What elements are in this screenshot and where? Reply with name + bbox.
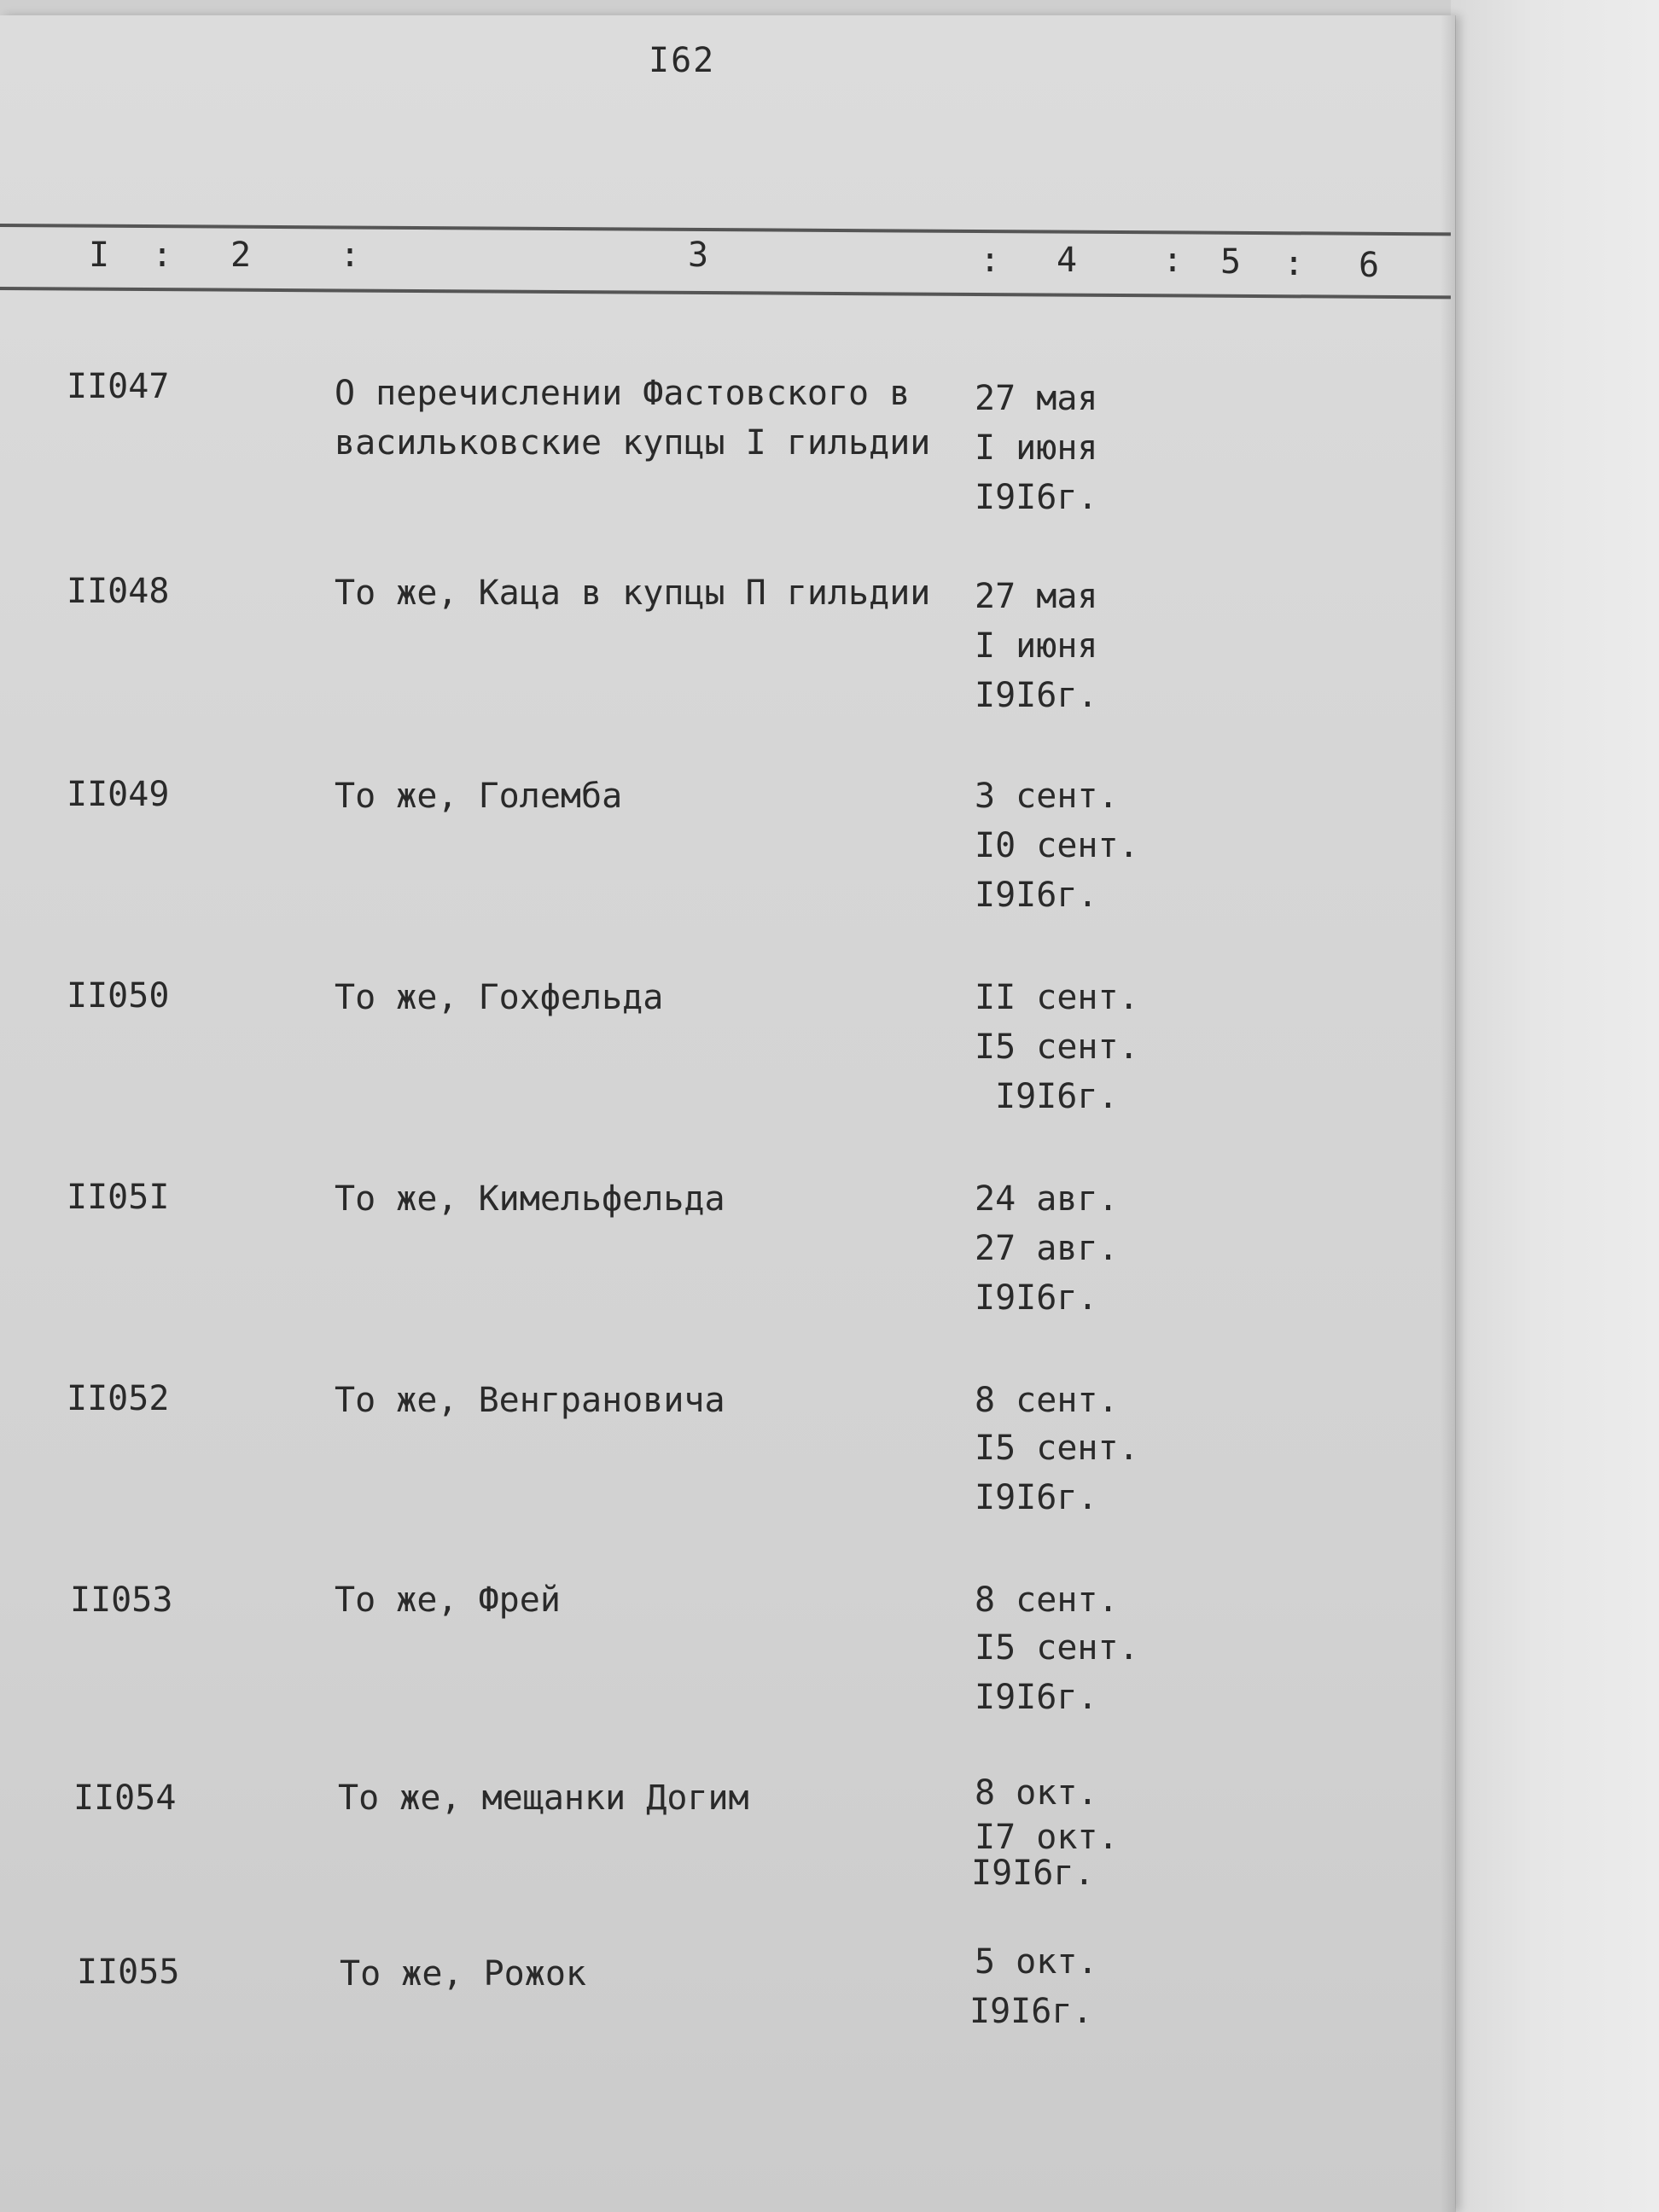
record-date-line: I5 сент.	[975, 1429, 1139, 1468]
record-title-line: То же, Гохфельда	[335, 978, 664, 1017]
record-date-line: I9I6г.	[975, 1278, 1098, 1318]
record-date-line: I5 сент.	[975, 1628, 1139, 1668]
record-date-line: I9I6г.	[995, 1077, 1119, 1116]
record-number: II05I	[67, 1178, 170, 1217]
record-title-line: О перечислении Фастовского в	[335, 374, 911, 413]
record-number: II048	[67, 572, 170, 611]
record-date-line: I9I6г.	[975, 876, 1098, 915]
record-date-line: 8 сент.	[975, 1580, 1119, 1620]
record-number: II054	[73, 1778, 177, 1818]
record-number: II049	[67, 775, 170, 814]
column-header-6: 6	[1359, 246, 1380, 285]
record-date-line: I июня	[975, 428, 1098, 468]
column-header-5: 5	[1220, 242, 1242, 282]
record-date-line: 27 мая	[975, 379, 1098, 418]
record-date-line: 8 окт.	[975, 1773, 1098, 1813]
page-number: I62	[649, 41, 716, 80]
column-header-4: 4	[1057, 241, 1078, 280]
page-edge-shadow	[1441, 15, 1456, 2212]
record-date-line: I5 сент.	[975, 1027, 1139, 1067]
column-separator: :	[1284, 244, 1305, 283]
record-date-line: I9I6г.	[971, 1854, 1095, 1893]
record-date-line: I7 окт.	[975, 1818, 1119, 1857]
record-date-line: 3 сент.	[975, 777, 1119, 816]
record-number: II053	[70, 1580, 173, 1620]
column-header-3: 3	[688, 236, 709, 275]
background-surface	[1451, 0, 1659, 2212]
record-title-line: То же, Венграновича	[335, 1381, 725, 1420]
record-number: II052	[67, 1379, 170, 1418]
record-date-line: I9I6г.	[975, 1478, 1098, 1517]
record-title-line: васильковские купцы I гильдии	[335, 423, 931, 463]
column-separator: :	[980, 241, 1001, 280]
record-date-line: I9I6г.	[975, 1678, 1098, 1717]
record-date-line: I0 сент.	[975, 826, 1139, 865]
record-number: II047	[67, 367, 170, 406]
document-page	[0, 15, 1455, 2212]
record-title-line: То же, Рожок	[340, 1954, 586, 1994]
column-header-2: 2	[230, 236, 252, 275]
column-separator: :	[340, 236, 361, 275]
record-date-line: I9I6г.	[975, 676, 1098, 715]
column-header-1: I	[89, 236, 110, 275]
record-title-line: То же, Големба	[335, 777, 623, 816]
record-date-line: 5 окт.	[975, 1942, 1098, 1982]
record-date-line: 27 авг.	[975, 1229, 1119, 1268]
record-title-line: То же, Кимельфельда	[335, 1179, 725, 1219]
column-separator: :	[152, 236, 173, 275]
record-date-line: 27 мая	[975, 577, 1098, 616]
record-title-line: То же, Каца в купцы П гильдии	[335, 573, 931, 613]
record-date-line: I июня	[975, 626, 1098, 666]
record-date-line: 24 авг.	[975, 1179, 1119, 1219]
record-title-line: То же, мещанки Догим	[338, 1778, 749, 1818]
record-date-line: 8 сент.	[975, 1381, 1119, 1420]
record-number: II055	[77, 1953, 180, 1992]
record-title-line: То же, Фрей	[335, 1580, 561, 1620]
record-date-line: I9I6г.	[975, 478, 1098, 517]
record-date-line: I9I6г.	[969, 1992, 1093, 2031]
column-separator: :	[1162, 241, 1184, 280]
record-date-line: II сент.	[975, 978, 1139, 1017]
record-number: II050	[67, 976, 170, 1016]
